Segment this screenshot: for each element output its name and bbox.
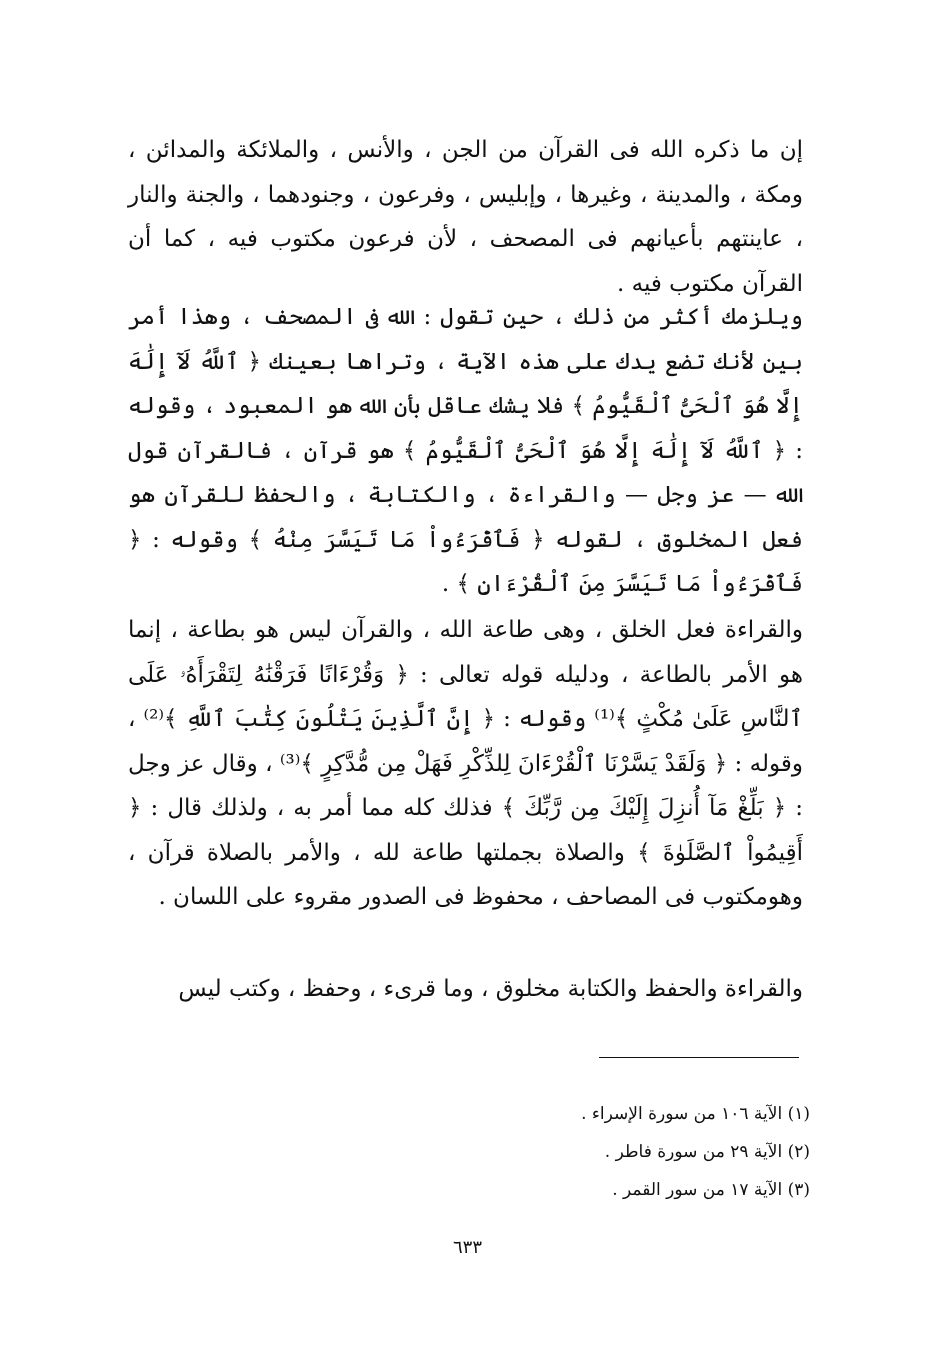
footnote-3: (٣) الآية ١٧ من سور القمر . [612, 1180, 810, 1200]
paragraph-4: والقراءة والحفظ والكتابة مخلوق ، وما قرىء ، وحفظ ، وكتب ليس [178, 976, 803, 1002]
paragraph-3: والقراءة فعل الخلق ، وهى طاعة الله ، والقرآن ليس هو بطاعة ، إنما هو الأمر بالطاعة ، ودليله قوله تعالى : ﴿ وَقُرْءَانًا فَرَقْنَٰهُ لِتَقْرَأَهُۥ عَلَى ٱلنَّاسِ عَلَىٰ مُكْثٍ ﴾⁽¹⁾ وقوله : ﴿ إِنَّ ٱلَّذِينَ يَتْلُونَ كِتَٰبَ ٱللَّهِ ﴾⁽²⁾ ، وقوله : ﴿ وَلَقَدْ يَسَّرْنَا ٱلْقُرْءَانَ لِلذِّكْرِ فَهَلْ مِن مُّدَّكِرٍ ﴾⁽³⁾ ، وقال عز وجل : ﴿ بَلِّغْ مَآ أُنزِلَ إِلَيْكَ مِن رَّبِّكَ ﴾ فذلك كله مما أمر به ، ولذلك قال : ﴿ أَقِيمُواْ ٱلصَّلَوٰةَ ﴾ والصلاة بجملتها طاعة لله ، والأمر بالصلاة قرآن ، وهومكتوب فى المصاحف ، محفوظ فى الصدور مقروء على اللسان . [128, 617, 803, 910]
footnote-divider [599, 1057, 799, 1058]
paragraph-2: ويلزمك أكثر من ذلك ، حين تقول : الله فى المصحف ، وهذا أمر بين لأنك تضع يدك على هذه الآية ، وتراها بعينك ﴿ ٱللَّهُ لَآ إِلَٰهَ إِلَّا هُوَ ٱلْحَىُّ ٱلْقَيُّومُ ﴾ فلا يشك عاقل بأن الله هو المعبود ، وقوله : ﴿ ٱللَّهُ لَآ إِلَٰهَ إِلَّا هُوَ ٱلْحَىُّ ٱلْقَيُّومُ ﴾ هو قرآن ، فالقرآن قول الله — عز وجل — والقراءة ، والكتابة ، والحفظ للقرآن هو فعل المخلوق ، لقوله ﴿ فَٱقْرَءُواْ مَا تَيَسَّرَ مِنْهُ ﴾ وقوله : ﴿ فَٱقْرَءُواْ مَا تَيَسَّرَ مِنَ ٱلْقُرْءَانِ ﴾ . [128, 304, 803, 597]
page-number: ٦٣٣ [452, 1237, 482, 1258]
footnotes [400, 1095, 810, 1209]
footnote-2: (٢) الآية ٢٩ من سورة فاطر . [604, 1142, 810, 1162]
paragraph-1: إن ما ذكره الله فى القرآن من الجن ، والأنس ، والملائكة والمدائن ، ومكة ، والمدينة ، وغيرها ، وإبليس ، وفرعون ، وجنودهما ، والجنة والنار ، عاينتهم بأعيانهم فى المصحف ، لأن فرعون مكتوب فيه ، كما أن القرآن مكتوب فيه . [128, 137, 803, 297]
footnote-1: (١) الآية ١٠٦ من سورة الإسراء . [581, 1104, 810, 1124]
